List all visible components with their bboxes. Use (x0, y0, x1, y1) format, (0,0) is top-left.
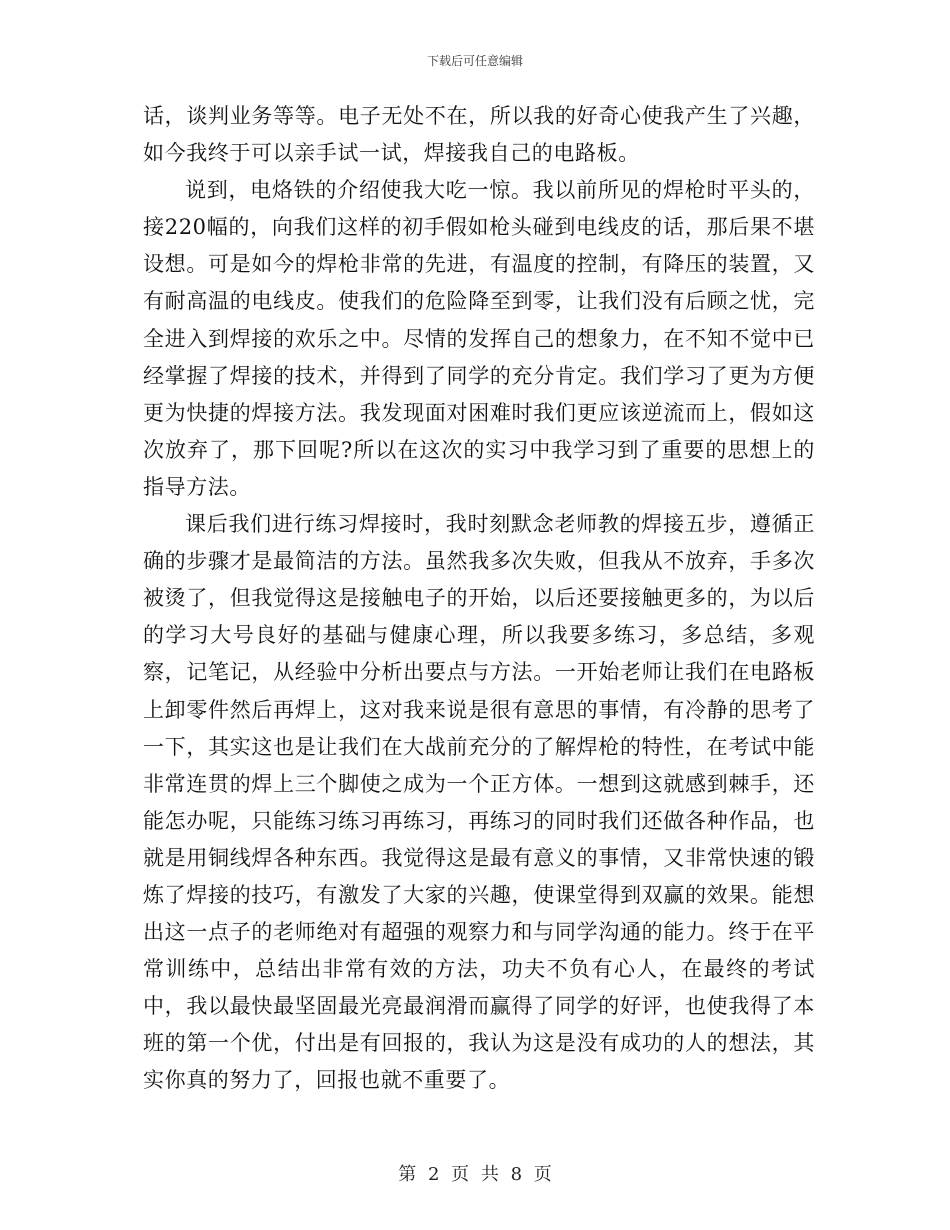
page-header: 下载后可任意编辑 (426, 54, 523, 68)
paragraph-continuation: 话，谈判业务等等。电子无处不在，所以我的好奇心使我产生了兴趣，如今我终于可以亲手试一试，焊接我自己的电路板。 (143, 104, 815, 166)
paragraph-practice: 课后我们进行练习焊接时，我时刻默念老师教的焊接五步，遵循正确的步骤才是最简洁的方法。虽然我多次失败，但我从不放弃，手多次被烫了，但我觉得这是接触电子的开始，以后还要接触更多的，为以后的学习大号良好的基础与健康心理，所以我要多练习，多总结，多观察，记笔记，从经验中分析出要点与方法。一开始老师让我们在电路板上卸零件然后再焊上，这对我来说是很有意思的事情，有冷静的思考了一下，其实这也是让我们在大战前充分的了解焊枪的特性，在考试中能非常连贯的焊上三个脚使之成为一个正方体。一想到这就感到棘手，还能怎办呢，只能练习练习再练习，再练习的同时我们还做各种作品，也就是用铜线焊各种东西。我觉得这是最有意义的事情，又非常快速的锻炼了焊接的技巧，有激发了大家的兴趣，使课堂得到双赢的效果。能想出这一点子的老师绝对有超强的观察力和与同学沟通的能力。终于在平常训练中，总结出非常有效的方法，功夫不负有心人，在最终的考试中，我以最快最坚固最光亮最润滑而赢得了同学的好评，也使我得了本班的第一个优，付出是有回报的，我认为这是没有成功的人的想法，其实你真的努力了，回报也就不重要了。 (143, 512, 815, 1093)
paragraph-soldering-iron: 说到，电烙铁的介绍使我大吃一惊。我以前所见的焊枪时平头的，接220幅的，向我们这样的初手假如枪头碰到电线皮的话，那后果不堪设想。可是如今的焊枪非常的先进，有温度的控制，有降压的装置，又有耐高温的电线皮。使我们的危险降至到零，让我们没有后顾之忧，完全进入到焊接的欢乐之中。尽情的发挥自己的想象力，在不知不觉中已经掌握了焊接的技术，并得到了同学的充分肯定。我们学习了更为方便更为快捷的焊接方法。我发现面对困难时我们更应该逆流而上，假如这次放弃了，那下回呢?所以在这次的实习中我学习到了重要的思想上的指导方法。 (143, 178, 815, 499)
page-number: 第 2 页 共 8 页 (398, 1164, 552, 1185)
document-body (143, 98, 815, 1100)
